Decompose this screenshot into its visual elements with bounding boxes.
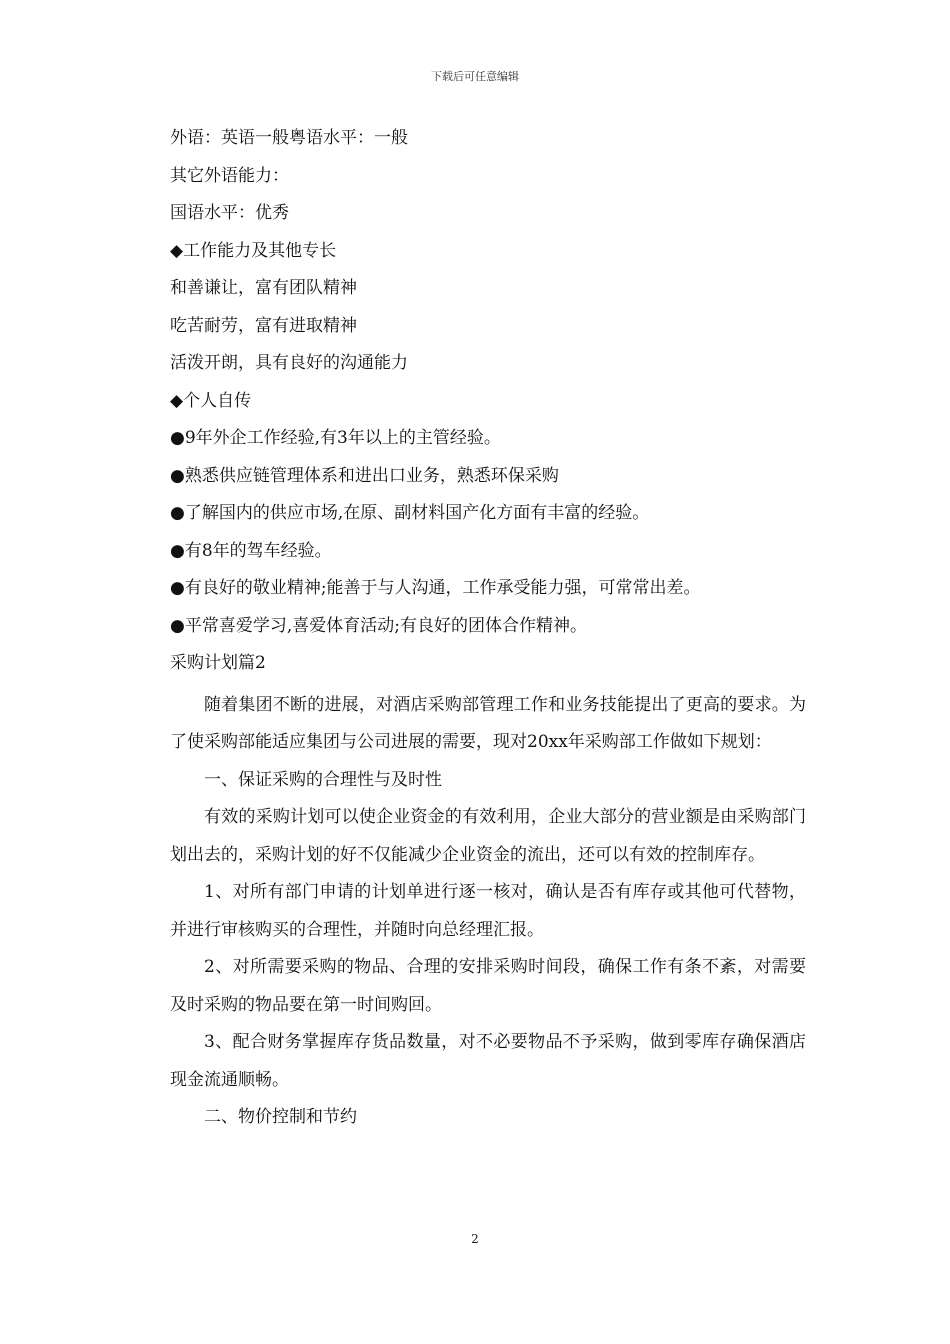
text-line: 其它外语能力： — [170, 165, 289, 186]
text-line: 国语水平：优秀 — [170, 203, 289, 223]
page-header: 下载后可任意编辑 — [431, 70, 519, 83]
bullet-item: ●有8年的驾车经验。 — [170, 540, 332, 561]
section-title: 一、保证采购的合理性与及时性 — [204, 769, 442, 790]
bullet-item: ●9年外企工作经验,有3年以上的主管经验。 — [170, 428, 501, 448]
bullet-item: ●了解国内的供应市场,在原、副材料国产化方面有丰富的经验。 — [170, 503, 650, 523]
section-heading: ◆个人自传 — [170, 390, 252, 411]
text-line: 外语：英语一般粤语水平：一般 — [170, 128, 408, 148]
bullet-item: ●熟悉供应链管理体系和进出口业务，熟悉环保采购 — [170, 465, 559, 486]
text-line: 吃苦耐劳，富有进取精神 — [170, 315, 357, 336]
chapter-title: 采购计划篇2 — [170, 653, 266, 673]
bullet-item: ●平常喜爱学习,喜爱体育活动;有良好的团体合作精神。 — [170, 615, 587, 636]
intro-paragraph: 随着集团不断的进展，对酒店采购部管理工作和业务技能提出了更高的要求。为了使采购部能适应集团与公司进展的需要，现对20xx年采购部工作做如下规划： — [170, 694, 806, 752]
list-paragraph: 3、配合财务掌握库存货品数量，对不必要物品不予采购，做到零库存确保酒店现金流通顺畅。 — [170, 1032, 806, 1090]
list-paragraph: 2、对所需要采购的物品、合理的安排采购时间段，确保工作有条不紊，对需要及时采购的物品要在第一时间购回。 — [170, 957, 806, 1015]
section-title: 二、物价控制和节约 — [204, 1107, 357, 1127]
body-paragraph: 有效的采购计划可以使企业资金的有效利用，企业大部分的营业额是由采购部门划出去的，采购计划的好不仅能减少企业资金的流出，还可以有效的控制库存。 — [170, 807, 806, 865]
list-paragraph: 1、对所有部门申请的计划单进行逐一核对，确认是否有库存或其他可代替物，并进行审核购买的合理性，并随时向总经理汇报。 — [170, 882, 806, 940]
document-body — [170, 124, 806, 1137]
text-line: 活泼开朗，具有良好的沟通能力 — [170, 353, 408, 373]
bullet-item: ●有良好的敬业精神;能善于与人沟通，工作承受能力强，可常常出差。 — [170, 578, 701, 598]
section-heading: ◆工作能力及其他专长 — [170, 240, 337, 261]
text-line: 和善谦让，富有团队精神 — [170, 278, 357, 298]
page-number: 2 — [471, 1232, 479, 1246]
